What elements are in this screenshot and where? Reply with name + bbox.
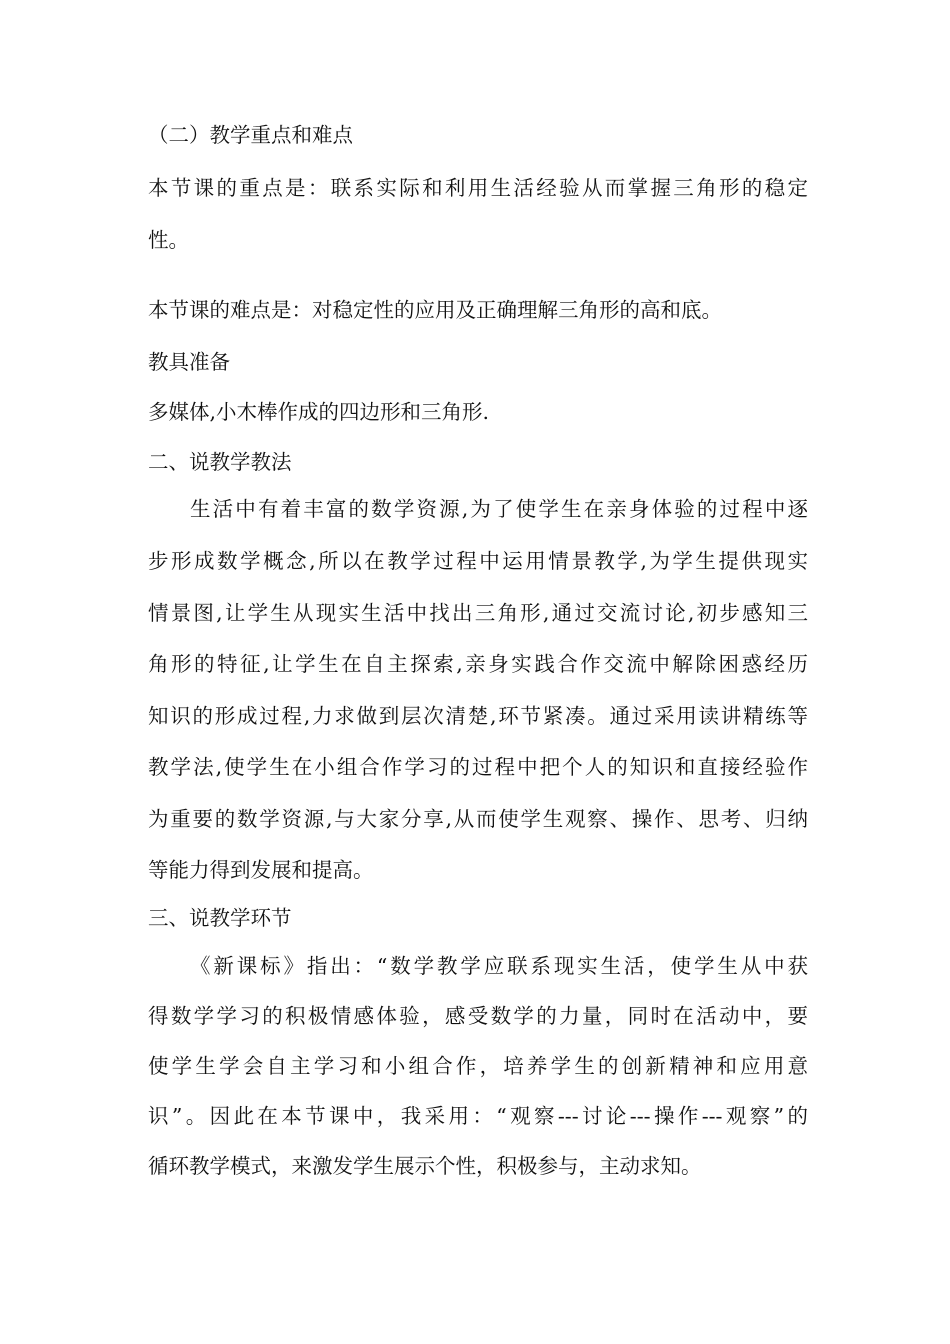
- paragraph-line: 得数学学习的积极情感体验，感受数学的力量，同时在活动中，要: [148, 1004, 808, 1028]
- paragraph-line: 为重要的数学资源,与大家分享,从而使学生观察、操作、思考、归纳: [148, 807, 808, 831]
- paragraph-line: 知识的形成过程,力求做到层次清楚,环节紧凑。通过采用读讲精练等: [148, 704, 808, 728]
- section-heading: （二）教学重点和难点: [148, 123, 353, 147]
- paragraph-line: 本节课的重点是：联系实际和利用生活经验从而掌握三角形的稳定: [148, 176, 808, 200]
- paragraph-line: 生活中有着丰富的数学资源,为了使学生在亲身体验的过程中逐: [190, 497, 808, 521]
- section-heading: 教具准备: [148, 350, 230, 374]
- paragraph-line: 步形成数学概念,所以在教学过程中运用情景教学,为学生提供现实: [148, 549, 808, 573]
- paragraph-line: 等能力得到发展和提高。: [148, 858, 374, 882]
- paragraph-line: 循环教学模式，来激发学生展示个性，积极参与，主动求知。: [148, 1154, 702, 1178]
- paragraph-line: 角形的特征,让学生在自主探索,亲身实践合作交流中解除困惑经历: [148, 652, 808, 676]
- paragraph-line: 使学生学会自主学习和小组合作，培养学生的创新精神和应用意: [148, 1054, 808, 1078]
- paragraph-line: 识”。因此在本节课中，我采用：“观察---讨论---操作---观察”的: [148, 1104, 808, 1128]
- paragraph-line: 情景图,让学生从现实生活中找出三角形,通过交流讨论,初步感知三: [148, 601, 808, 625]
- paragraph-line: 性。: [148, 228, 189, 252]
- section-heading: 三、说教学环节: [148, 906, 292, 930]
- paragraph-line: 多媒体,小木棒作成的四边形和三角形.: [148, 400, 490, 424]
- paragraph-line: 教学法,使学生在小组合作学习的过程中把个人的知识和直接经验作: [148, 755, 808, 779]
- section-heading: 二、说教学教法: [148, 450, 292, 474]
- paragraph-line: 《新课标》指出：“数学教学应联系现实生活，使学生从中获: [190, 954, 808, 978]
- paragraph-line: 本节课的难点是：对稳定性的应用及正确理解三角形的高和底。: [148, 298, 722, 322]
